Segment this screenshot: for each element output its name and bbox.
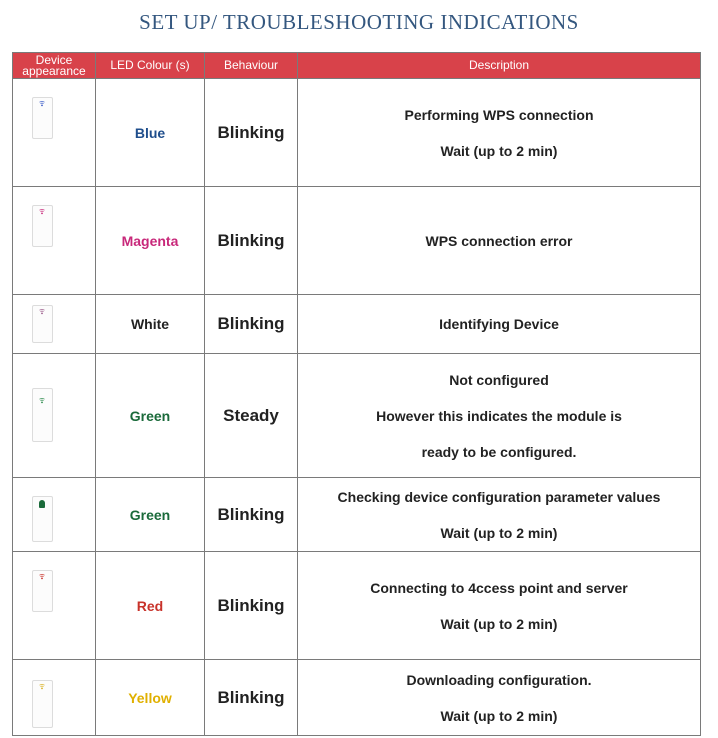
led-colour-cell: Green: [96, 354, 205, 478]
behaviour-cell: Blinking: [205, 79, 298, 187]
description-line: However this indicates the module is: [376, 407, 622, 424]
description-line: Wait (up to 2 min): [440, 142, 558, 159]
header-row: [13, 53, 701, 79]
description-line: Wait (up to 2 min): [440, 707, 558, 724]
table-row: [13, 354, 701, 478]
indications-table: [12, 52, 701, 736]
description-line: Downloading configuration.: [406, 671, 592, 688]
led-wifi-icon: [39, 574, 45, 580]
description-cell: [298, 478, 701, 552]
behaviour-cell: Steady: [205, 354, 298, 478]
led-wifi-icon: [39, 209, 45, 215]
description-cell: [298, 552, 701, 660]
led-colour-cell: Red: [96, 552, 205, 660]
behaviour-cell: Blinking: [205, 295, 298, 354]
header-behaviour: Behaviour: [205, 53, 298, 79]
device-appearance-cell: [13, 354, 96, 478]
device-icon: [32, 570, 53, 612]
led-colour-cell: Yellow: [96, 660, 205, 736]
table-row: [13, 295, 701, 354]
description-line: Not configured: [449, 371, 549, 388]
description-cell: [298, 79, 701, 187]
device-icon: [32, 97, 53, 139]
led-wifi-icon: [39, 684, 45, 690]
description-line: Wait (up to 2 min): [440, 615, 558, 632]
header-description: Description: [298, 53, 701, 79]
table-row: [13, 79, 701, 187]
device-icon: [32, 305, 53, 343]
device-appearance-cell: [13, 552, 96, 660]
description-line: ready to be configured.: [421, 443, 577, 460]
description-line: Performing WPS connection: [404, 106, 594, 123]
led-colour-cell: Green: [96, 478, 205, 552]
description-cell: [298, 295, 701, 354]
header-device-appearance: Device appearance: [13, 53, 96, 79]
device-icon: [32, 496, 53, 542]
table-row: [13, 660, 701, 736]
led-wifi-icon: [39, 101, 45, 107]
description-cell: [298, 660, 701, 736]
device-appearance-cell: [13, 295, 96, 354]
description-line: Checking device configuration parameter values: [337, 488, 661, 505]
description-line: Connecting to 4ccess point and server: [370, 579, 628, 596]
description-line: WPS connection error: [425, 232, 573, 249]
header-led-colour: LED Colour (s): [96, 53, 205, 79]
led-colour-cell: Blue: [96, 79, 205, 187]
behaviour-cell: Blinking: [205, 660, 298, 736]
device-icon: [32, 680, 53, 728]
led-wifi-icon: [39, 398, 45, 404]
device-appearance-cell: [13, 79, 96, 187]
led-wifi-icon: [39, 309, 45, 315]
behaviour-cell: Blinking: [205, 552, 298, 660]
page-title: SET UP/ TROUBLESHOOTING INDICATIONS: [139, 10, 579, 34]
table-row: [13, 478, 701, 552]
description-line: Identifying Device: [439, 316, 559, 332]
description-cell: [298, 354, 701, 478]
led-colour-cell: White: [96, 295, 205, 354]
device-appearance-cell: [13, 478, 96, 552]
behaviour-cell: Blinking: [205, 187, 298, 295]
behaviour-cell: Blinking: [205, 478, 298, 552]
table-row: [13, 187, 701, 295]
device-icon: [32, 205, 53, 247]
led-colour-cell: Magenta: [96, 187, 205, 295]
description-cell: [298, 187, 701, 295]
table-row: [13, 552, 701, 660]
description-line: Wait (up to 2 min): [440, 524, 558, 541]
device-icon: [32, 388, 53, 442]
device-appearance-cell: [13, 660, 96, 736]
led-solid-icon: [39, 500, 45, 506]
device-appearance-cell: [13, 187, 96, 295]
